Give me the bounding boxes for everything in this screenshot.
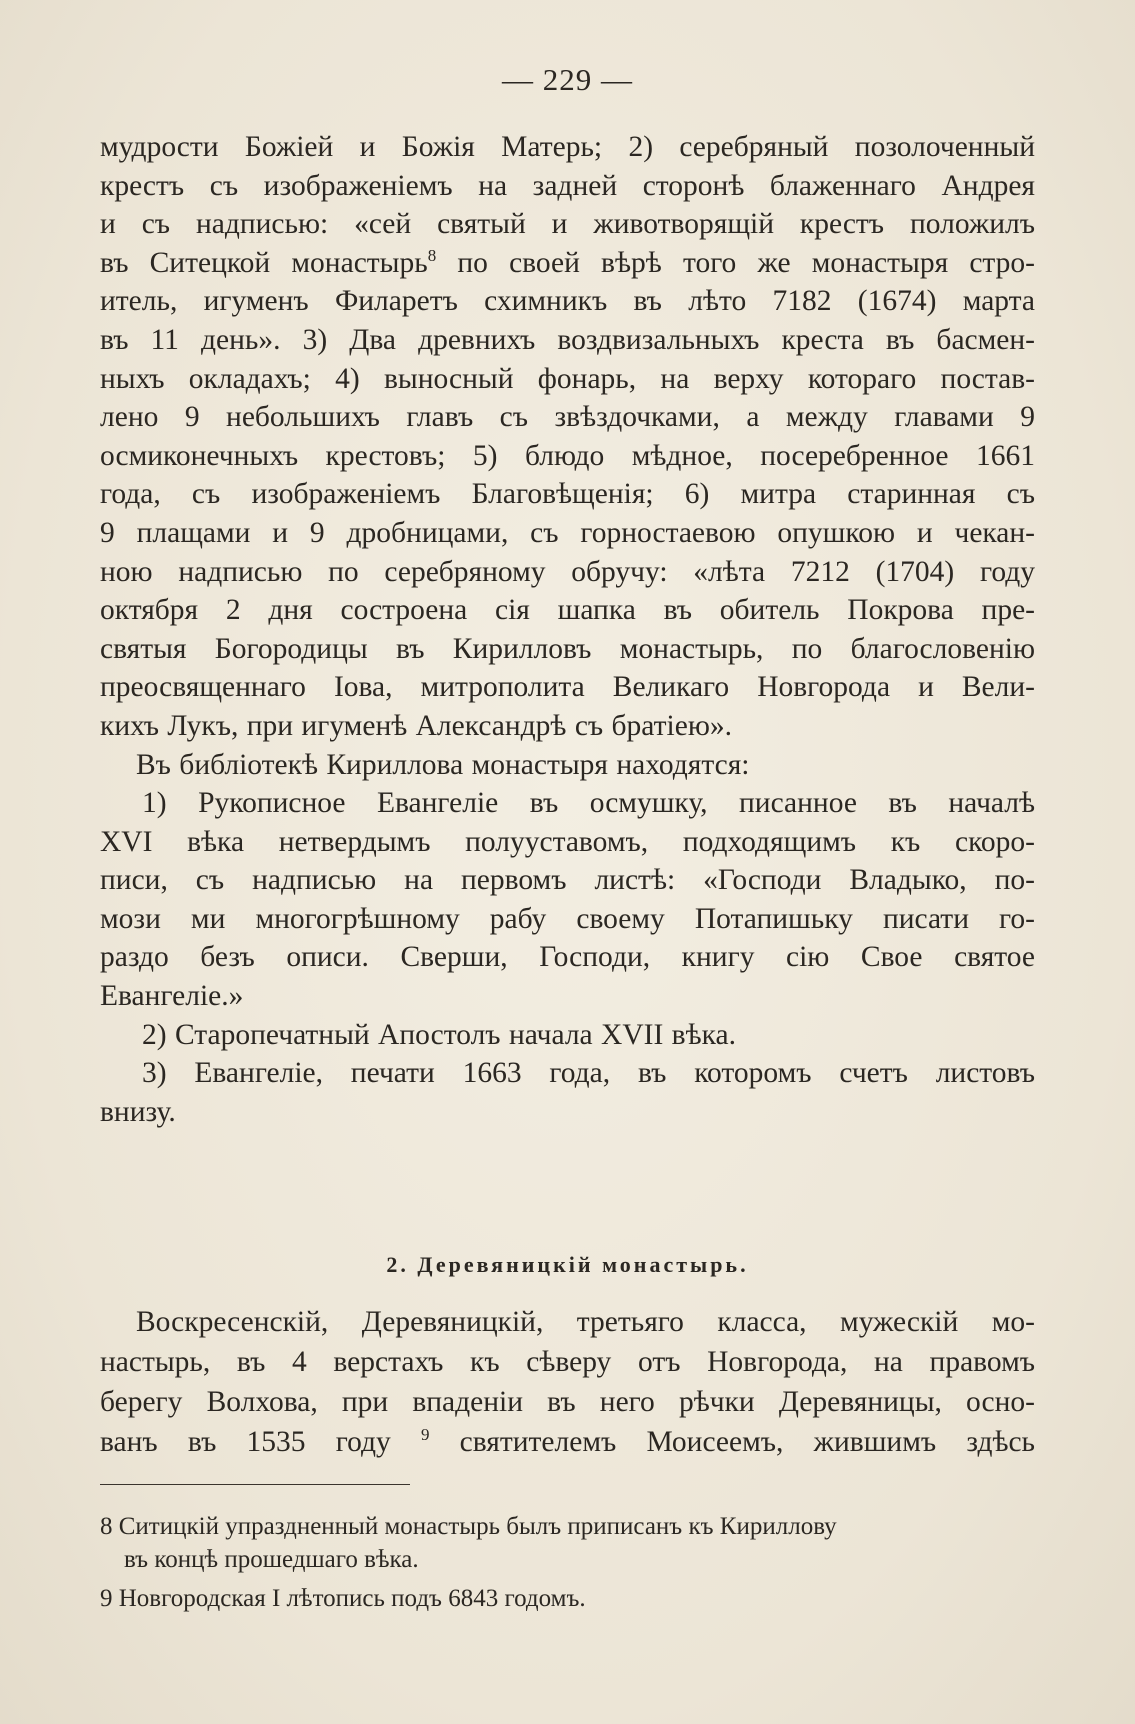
text-fragment: святителемъ Моисеемъ, жившимъ здѣсь bbox=[459, 1426, 1036, 1458]
text-line: крестъ съ изображенiемъ на задней сторонѣ блаженнаго Андрея bbox=[100, 169, 1035, 202]
footnote-9: 9 Новгородская I лѣтопись подъ 6843 годомъ. bbox=[100, 1585, 586, 1612]
footnote-divider bbox=[100, 1484, 410, 1485]
text-line: итель, игуменъ Филаретъ схимникъ въ лѣто 7182 (1674) марта bbox=[100, 285, 1035, 318]
text-fragment: по своей вѣрѣ того же монастыря стро- bbox=[457, 246, 1035, 279]
text-line: мудрости Божiей и Божiя Матерь; 2) серебряный позолоченный bbox=[100, 131, 1035, 163]
page-number: — 229 — bbox=[502, 62, 633, 97]
text-line: Воскресенскiй, Деревяницкiй, третьяго класса, мужескiй мо- bbox=[136, 1306, 1035, 1338]
text-fragment: ванъ въ 1535 году bbox=[100, 1426, 391, 1458]
text-line: въ 11 день». 3) Два древнихъ воздвизальныхъ креста въ басмен- bbox=[100, 323, 1035, 356]
text-line: и съ надписью: «сей святый и животворящiй крестъ положилъ bbox=[100, 208, 1035, 241]
text-line-with-footnote bbox=[100, 244, 1035, 283]
footnote-8: 8 Ситицкiй упраздненный монастырь былъ приписанъ къ Кириллову bbox=[100, 1513, 837, 1540]
list-item-3-line: 3) Евангелiе, печати 1663 года, въ которомъ счетъ листовъ bbox=[142, 1057, 1035, 1090]
library-intro: Въ библiотекѣ Кириллова монастыря находятся: bbox=[136, 748, 750, 781]
list-item-1-line: раздо безъ описи. Сверши, Господи, книгу сiю Свое святое bbox=[100, 941, 1035, 974]
text-line: 9 плащами и 9 дробницами, съ горностаевою опушкою и чекан- bbox=[100, 516, 1035, 549]
text-line: святыя Богородицы въ Кирилловъ монастырь, по благословенiю bbox=[100, 632, 1035, 665]
text-line: преосвященнаго Iова, митрополита Великаго Новгорода и Вели- bbox=[100, 671, 1035, 704]
list-item-1-line: мози ми многогрѣшному рабу своему Потапишьку писати го- bbox=[100, 902, 1035, 935]
list-item-1-line: 1) Рукописное Евангелiе въ осмушку, писанное въ началѣ bbox=[142, 787, 1035, 820]
footnotes bbox=[100, 1510, 1035, 1615]
footnote-ref-9: 9 bbox=[420, 1425, 430, 1445]
text-fragment: въ Ситецкой монастырь bbox=[100, 246, 428, 279]
text-line-with-footnote bbox=[100, 1422, 1035, 1462]
list-item-1-line: XVI вѣка нетвердымъ полууставомъ, подходящимъ къ скоро- bbox=[100, 825, 1035, 858]
list-item-2: 2) Старопечатный Апостолъ начала XVII вѣка. bbox=[142, 1018, 736, 1051]
text-line: осмиконечныхъ крестовъ; 5) блюдо мѣдное, посеребренное 1661 bbox=[100, 439, 1035, 472]
list-item-1-line: писи, съ надписью на первомъ листѣ: «Господи Владыко, по- bbox=[100, 864, 1035, 897]
main-text bbox=[100, 128, 1035, 1131]
text-line: октября 2 дня состроена сiя шапка въ обитель Покрова пре- bbox=[100, 594, 1035, 627]
section-text bbox=[100, 1302, 1035, 1462]
text-line: кихъ Лукъ, при игуменѣ Александрѣ съ братiею». bbox=[100, 709, 732, 742]
footnote-8-continuation: въ концѣ прошедшаго вѣка. bbox=[124, 1546, 419, 1573]
text-line: настырь, въ 4 верстахъ къ сѣверу отъ Новгорода, на правомъ bbox=[100, 1346, 1035, 1378]
list-item-1-line: Евангелiе.» bbox=[100, 980, 244, 1013]
footnote-ref-8: 8 bbox=[427, 245, 437, 265]
text-line: лено 9 небольшихъ главъ съ звѣздочками, а между главами 9 bbox=[100, 401, 1035, 434]
list-item-3-line: внизу. bbox=[100, 1095, 176, 1128]
section-heading: 2. Деревяницкiй монастырь. bbox=[386, 1252, 749, 1277]
text-line: ныхъ окладахъ; 4) выносный фонарь, на верху котораго постав- bbox=[100, 362, 1035, 395]
text-line: берегу Волхова, при впаденiи въ него рѣчки Деревяницы, осно- bbox=[100, 1386, 1035, 1418]
text-line: ною надписью по серебряному обручу: «лѣта 7212 (1704) году bbox=[100, 555, 1035, 588]
text-line: года, съ изображенiемъ Благовѣщенiя; 6) митра старинная съ bbox=[100, 478, 1035, 511]
